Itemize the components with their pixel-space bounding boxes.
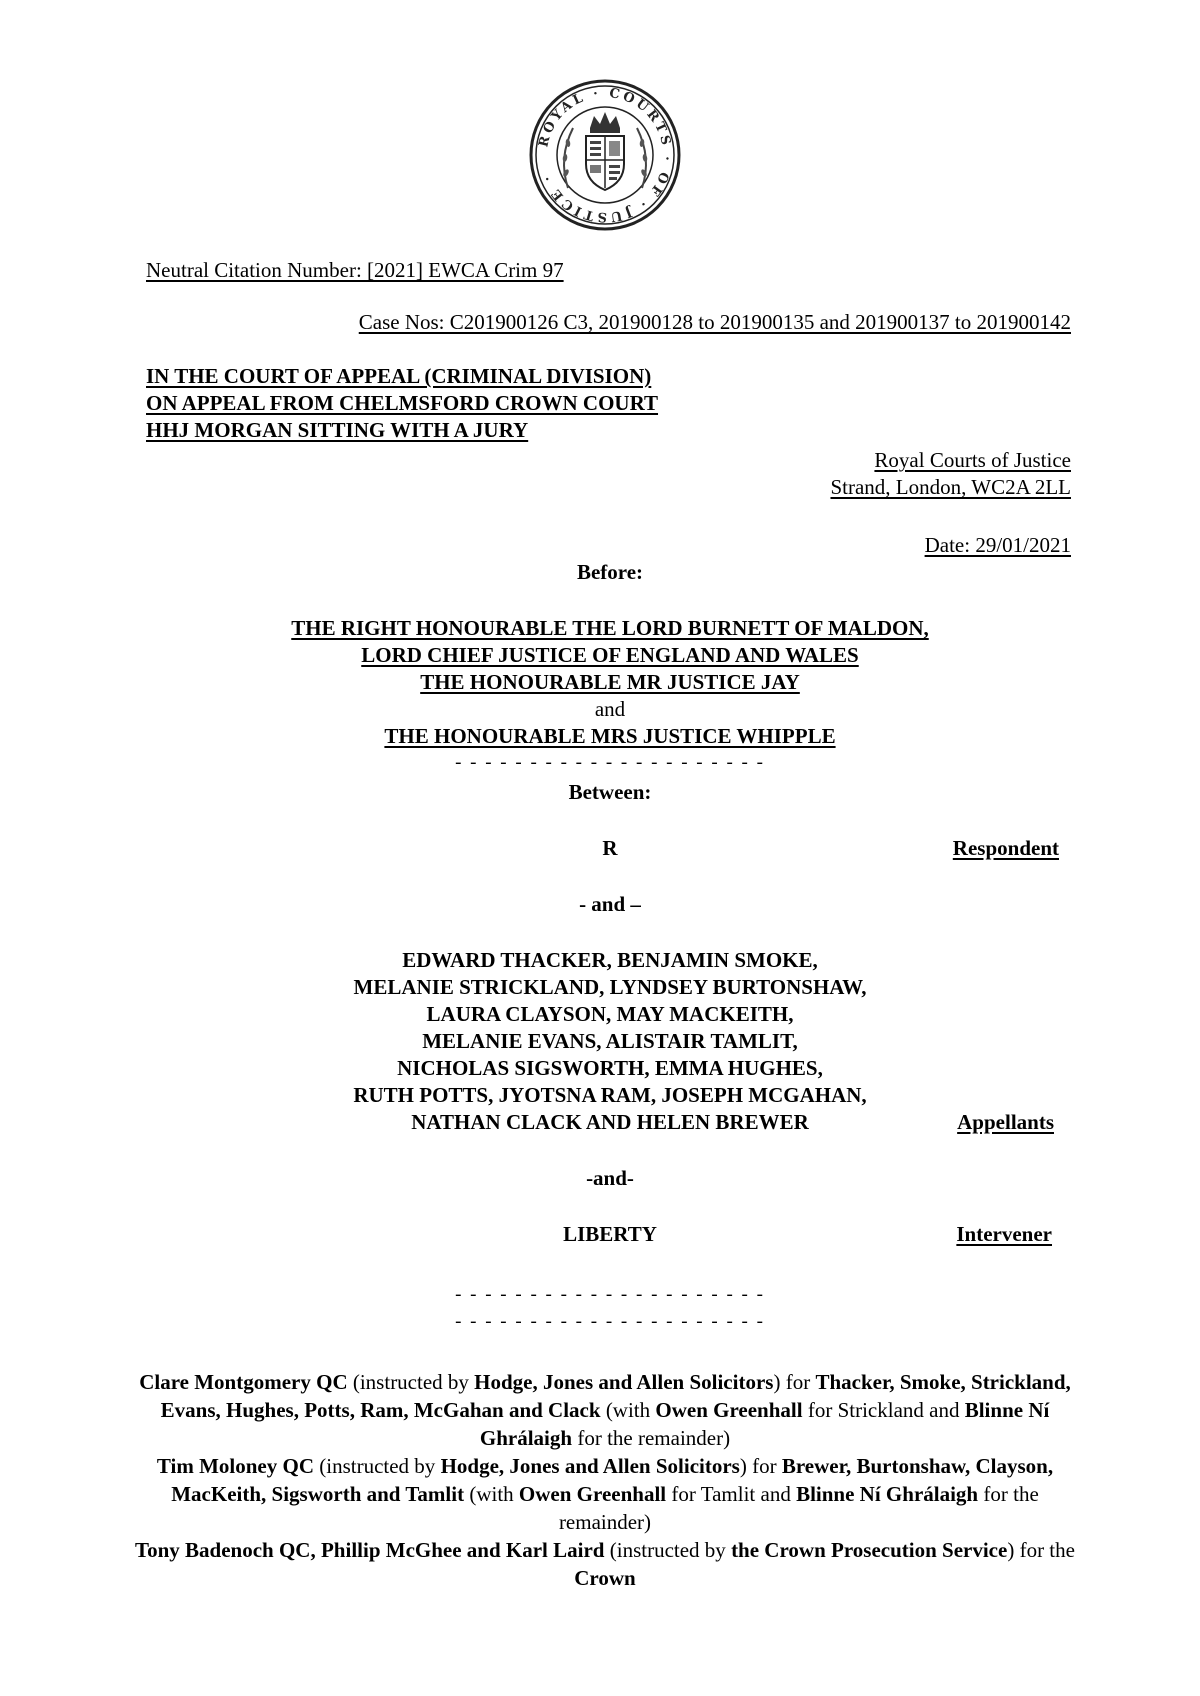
court-seal-logo — [528, 78, 682, 232]
counsel-text: ) for the — [1007, 1538, 1075, 1562]
location-line: Royal Courts of Justice — [874, 448, 1071, 472]
judge-line: THE HONOURABLE MRS JUSTICE WHIPPLE — [384, 724, 836, 748]
counsel-entry — [130, 1536, 1080, 1592]
counsel-name: Clare Montgomery QC — [139, 1370, 348, 1394]
svg-text:ROYAL · COURTS · OF · JUSTICE: ROYAL · COURTS · OF · JUSTICE · — [536, 85, 675, 225]
judge-line: THE RIGHT HONOURABLE THE LORD BURNETT OF MALDON, — [291, 616, 929, 640]
appellant-line: NATHAN CLACK AND HELEN BREWER — [411, 1110, 809, 1134]
location-line: Strand, London, WC2A 2LL — [830, 475, 1071, 499]
solicitor-firm: Hodge, Jones and Allen Solicitors — [440, 1454, 740, 1478]
and-connector: -and- — [586, 1166, 634, 1190]
counsel-entry — [130, 1452, 1080, 1536]
appellant-line: MELANIE STRICKLAND, LYNDSEY BURTONSHAW, — [353, 975, 867, 999]
divider: - - - - - - - - - - - - - - - - - - - - - — [455, 1311, 765, 1332]
counsel-text: (instructed by — [604, 1538, 732, 1562]
appellant-line: RUTH POTTS, JYOTSNA RAM, JOSEPH MCGAHAN, — [353, 1083, 867, 1107]
court-line: IN THE COURT OF APPEAL (CRIMINAL DIVISION) — [146, 364, 652, 388]
between-label: Between: — [568, 780, 652, 804]
counsel-block — [130, 1368, 1080, 1592]
appellant-line: NICHOLAS SIGSWORTH, EMMA HUGHES, — [397, 1056, 823, 1080]
counsel-text: ) for — [739, 1454, 782, 1478]
junior-counsel: Owen Greenhall — [518, 1482, 667, 1506]
client-names: Crown — [574, 1566, 636, 1590]
divider: - - - - - - - - - - - - - - - - - - - - - — [455, 752, 765, 773]
respondent-role: Respondent — [952, 836, 1059, 860]
junior-counsel: Blinne Ní Ghrálaigh — [796, 1482, 979, 1506]
appellant-role: Appellants — [957, 1110, 1054, 1134]
judgment-date: Date: 29/01/2021 — [924, 533, 1071, 557]
counsel-text: (instructed by — [314, 1454, 441, 1478]
counsel-text: (with — [464, 1482, 519, 1506]
counsel-text: for Strickland and — [802, 1398, 965, 1422]
case-numbers: Case Nos: C201900126 C3, 201900128 to 201900135 and 201900137 to 201900142 — [358, 310, 1071, 334]
neutral-citation: Neutral Citation Number: [2021] EWCA Crim 97 — [146, 258, 564, 282]
appellant-line: LAURA CLAYSON, MAY MACKEITH, — [426, 1002, 794, 1026]
respondent-name: R — [602, 836, 618, 860]
counsel-text: (instructed by — [347, 1370, 475, 1394]
client-names: Thacker, Smoke, Strickland, Evans, Hughes, Potts, Ram, McGahan and Clack — [160, 1370, 1071, 1422]
counsel-text: ) for — [773, 1370, 816, 1394]
and-connector: - and – — [579, 892, 641, 916]
counsel-name: Tim Moloney QC — [156, 1454, 314, 1478]
court-line: ON APPEAL FROM CHELMSFORD CROWN COURT — [146, 391, 659, 415]
counsel-text: for Tamlit and — [666, 1482, 797, 1506]
appellant-line: EDWARD THACKER, BENJAMIN SMOKE, — [402, 948, 818, 972]
divider: - - - - - - - - - - - - - - - - - - - - - — [455, 1284, 765, 1305]
junior-counsel: Blinne Ní Ghrálaigh — [479, 1398, 1050, 1450]
counsel-entry — [130, 1368, 1080, 1452]
court-line: HHJ MORGAN SITTING WITH A JURY — [146, 418, 529, 442]
judge-line: LORD CHIEF JUSTICE OF ENGLAND AND WALES — [361, 643, 859, 667]
counsel-text: (with — [600, 1398, 656, 1422]
junior-counsel: Owen Greenhall — [655, 1398, 803, 1422]
counsel-text: for the remainder) — [572, 1426, 731, 1450]
before-label: Before: — [576, 560, 644, 584]
intervener-role: Intervener — [956, 1222, 1052, 1246]
and-connector: and — [594, 697, 626, 721]
solicitor-firm: the Crown Prosecution Service — [731, 1538, 1008, 1562]
counsel-text: for the remainder) — [558, 1482, 1039, 1534]
judge-line: THE HONOURABLE MR JUSTICE JAY — [420, 670, 800, 694]
client-names: Brewer, Burtonshaw, Clayson, MacKeith, Sigsworth and Tamlit — [171, 1454, 1054, 1506]
counsel-name: Tony Badenoch QC, Phillip McGhee and Karl Laird — [135, 1538, 605, 1562]
solicitor-firm: Hodge, Jones and Allen Solicitors — [474, 1370, 774, 1394]
appellant-line: MELANIE EVANS, ALISTAIR TAMLIT, — [422, 1029, 798, 1053]
intervener-name: LIBERTY — [563, 1222, 657, 1246]
